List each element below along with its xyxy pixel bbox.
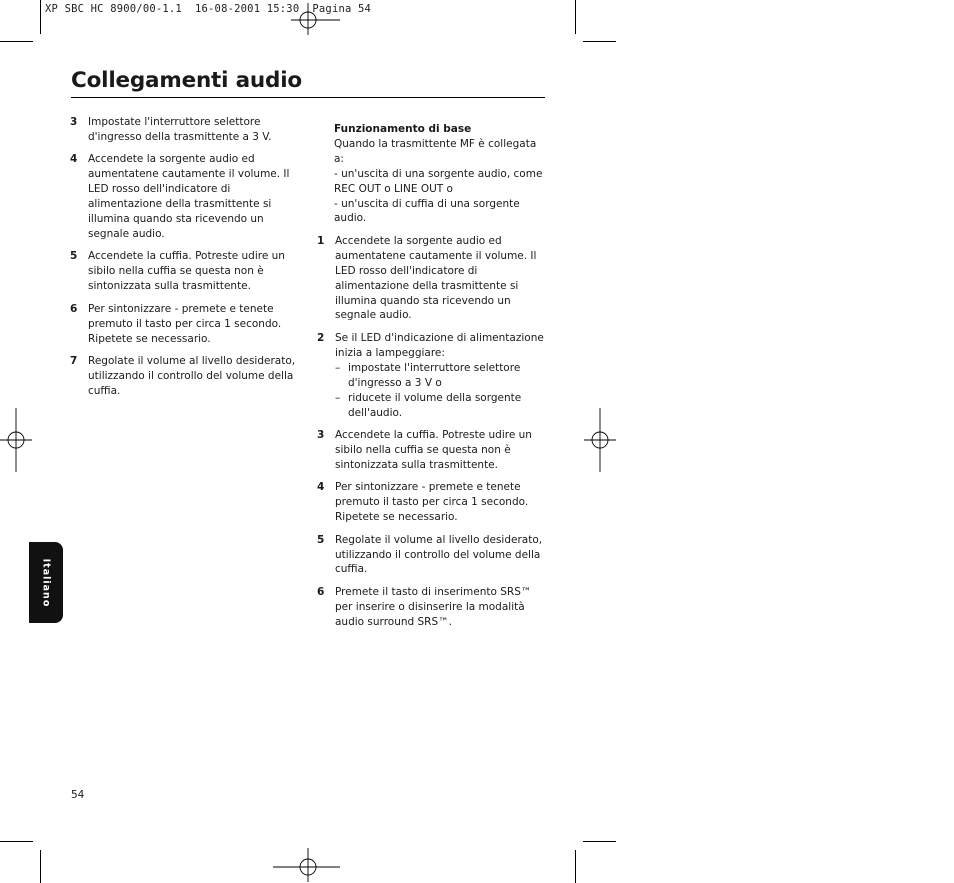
intro-line: Quando la trasmittente MF è collegata a: [334,137,537,165]
registration-mark-bottom [297,856,319,878]
step-text: Per sintonizzare - premete e tenete premuto il tasto per circa 1 secondo. Ripetete se necessario. [88,302,282,345]
language-tab [29,542,63,623]
step-number: 7 [70,355,78,368]
list-item [317,533,549,578]
title-divider [71,97,545,98]
step-number: 3 [317,429,325,441]
section-heading: Funzionamento di base [334,123,472,135]
sub-item [335,361,549,391]
list-item [317,331,549,420]
sub-item-text: riducete il volume della sorgente dell'audio. [348,391,522,419]
step-number: 2 [317,331,325,344]
registration-mark-top [297,9,319,31]
intro-line: - un'uscita di cuffia di una sorgente audio. [334,197,520,225]
step-number: 4 [70,153,78,166]
step-number: 5 [70,250,78,263]
step-text: Regolate il volume al livello desiderato, utilizzando il controllo del volume della cuffia. [88,355,296,397]
list-item [70,302,302,347]
step-text: Regolate il volume al livello desiderato, utilizzando il controllo del volume della cuffia. [335,533,543,576]
list-item [70,152,302,241]
intro-line: - un'uscita di una sorgente audio, come REC OUT o LINE OUT o [334,167,543,195]
step-number: 4 [317,481,325,494]
step-number: 6 [70,302,78,315]
list-item [70,249,302,294]
right-column [317,122,549,637]
list-item [70,115,302,145]
sub-item-text: impostate l'interruttore selettore d'ingresso a 3 V o [348,361,521,389]
dash-marker: – [335,391,341,404]
page-title: Collegamenti audio [71,68,302,93]
step-text: Accendete la sorgente audio ed aumentatene cautamente il volume. Il LED rosso dell'indicatore di alimentazione della trasmittente si illumina quando sta ricevendo un segnale audio. [335,234,537,322]
step-number: 3 [70,116,78,128]
step-text: Accendete la sorgente audio ed aumentatene cautamente il volume. Il LED rosso dell'indicatore di alimentazione della trasmittente si illumina quando sta ricevendo un segnale audio. [88,153,290,240]
step-text: Impostate l'interruttore selettore d'ingresso della trasmittente a 3 V. [88,116,272,143]
step-text: Accendete la cuffia. Potreste udire un sibilo nella cuffia se questa non è sintonizzata sulla trasmittente. [335,429,532,471]
step-number: 5 [317,533,325,546]
list-item [317,428,549,473]
step-number: 1 [317,234,325,247]
page-number: 54 [71,789,85,801]
section-intro [317,137,549,226]
step-text: Per sintonizzare - premete e tenete premuto il tasto per circa 1 secondo. Ripetete se necessario. [335,481,529,524]
registration-mark-left [5,429,27,451]
step-text: Se il LED d'indicazione di alimentazione inizia a lampeggiare: [335,331,544,359]
language-tab-label: Italiano [40,558,52,607]
dash-marker: – [335,361,341,374]
list-item [317,585,549,630]
sub-item [335,391,549,421]
registration-mark-right [589,429,611,451]
list-item [317,234,549,323]
left-column [70,115,302,406]
step-text: Accendete la cuffia. Potreste udire un sibilo nella cuffia se questa non è sintonizzata sulla trasmittente. [88,250,285,293]
list-item [317,480,549,525]
step-text: Premete il tasto di inserimento SRS™ per inserire o disinserire la modalità audio surround SRS™. [335,585,532,628]
list-item [70,354,302,399]
print-file-header: XP SBC HC 8900/00-1.1 16-08-2001 15:30 Pagina 54 [45,3,372,15]
step-number: 6 [317,585,325,598]
